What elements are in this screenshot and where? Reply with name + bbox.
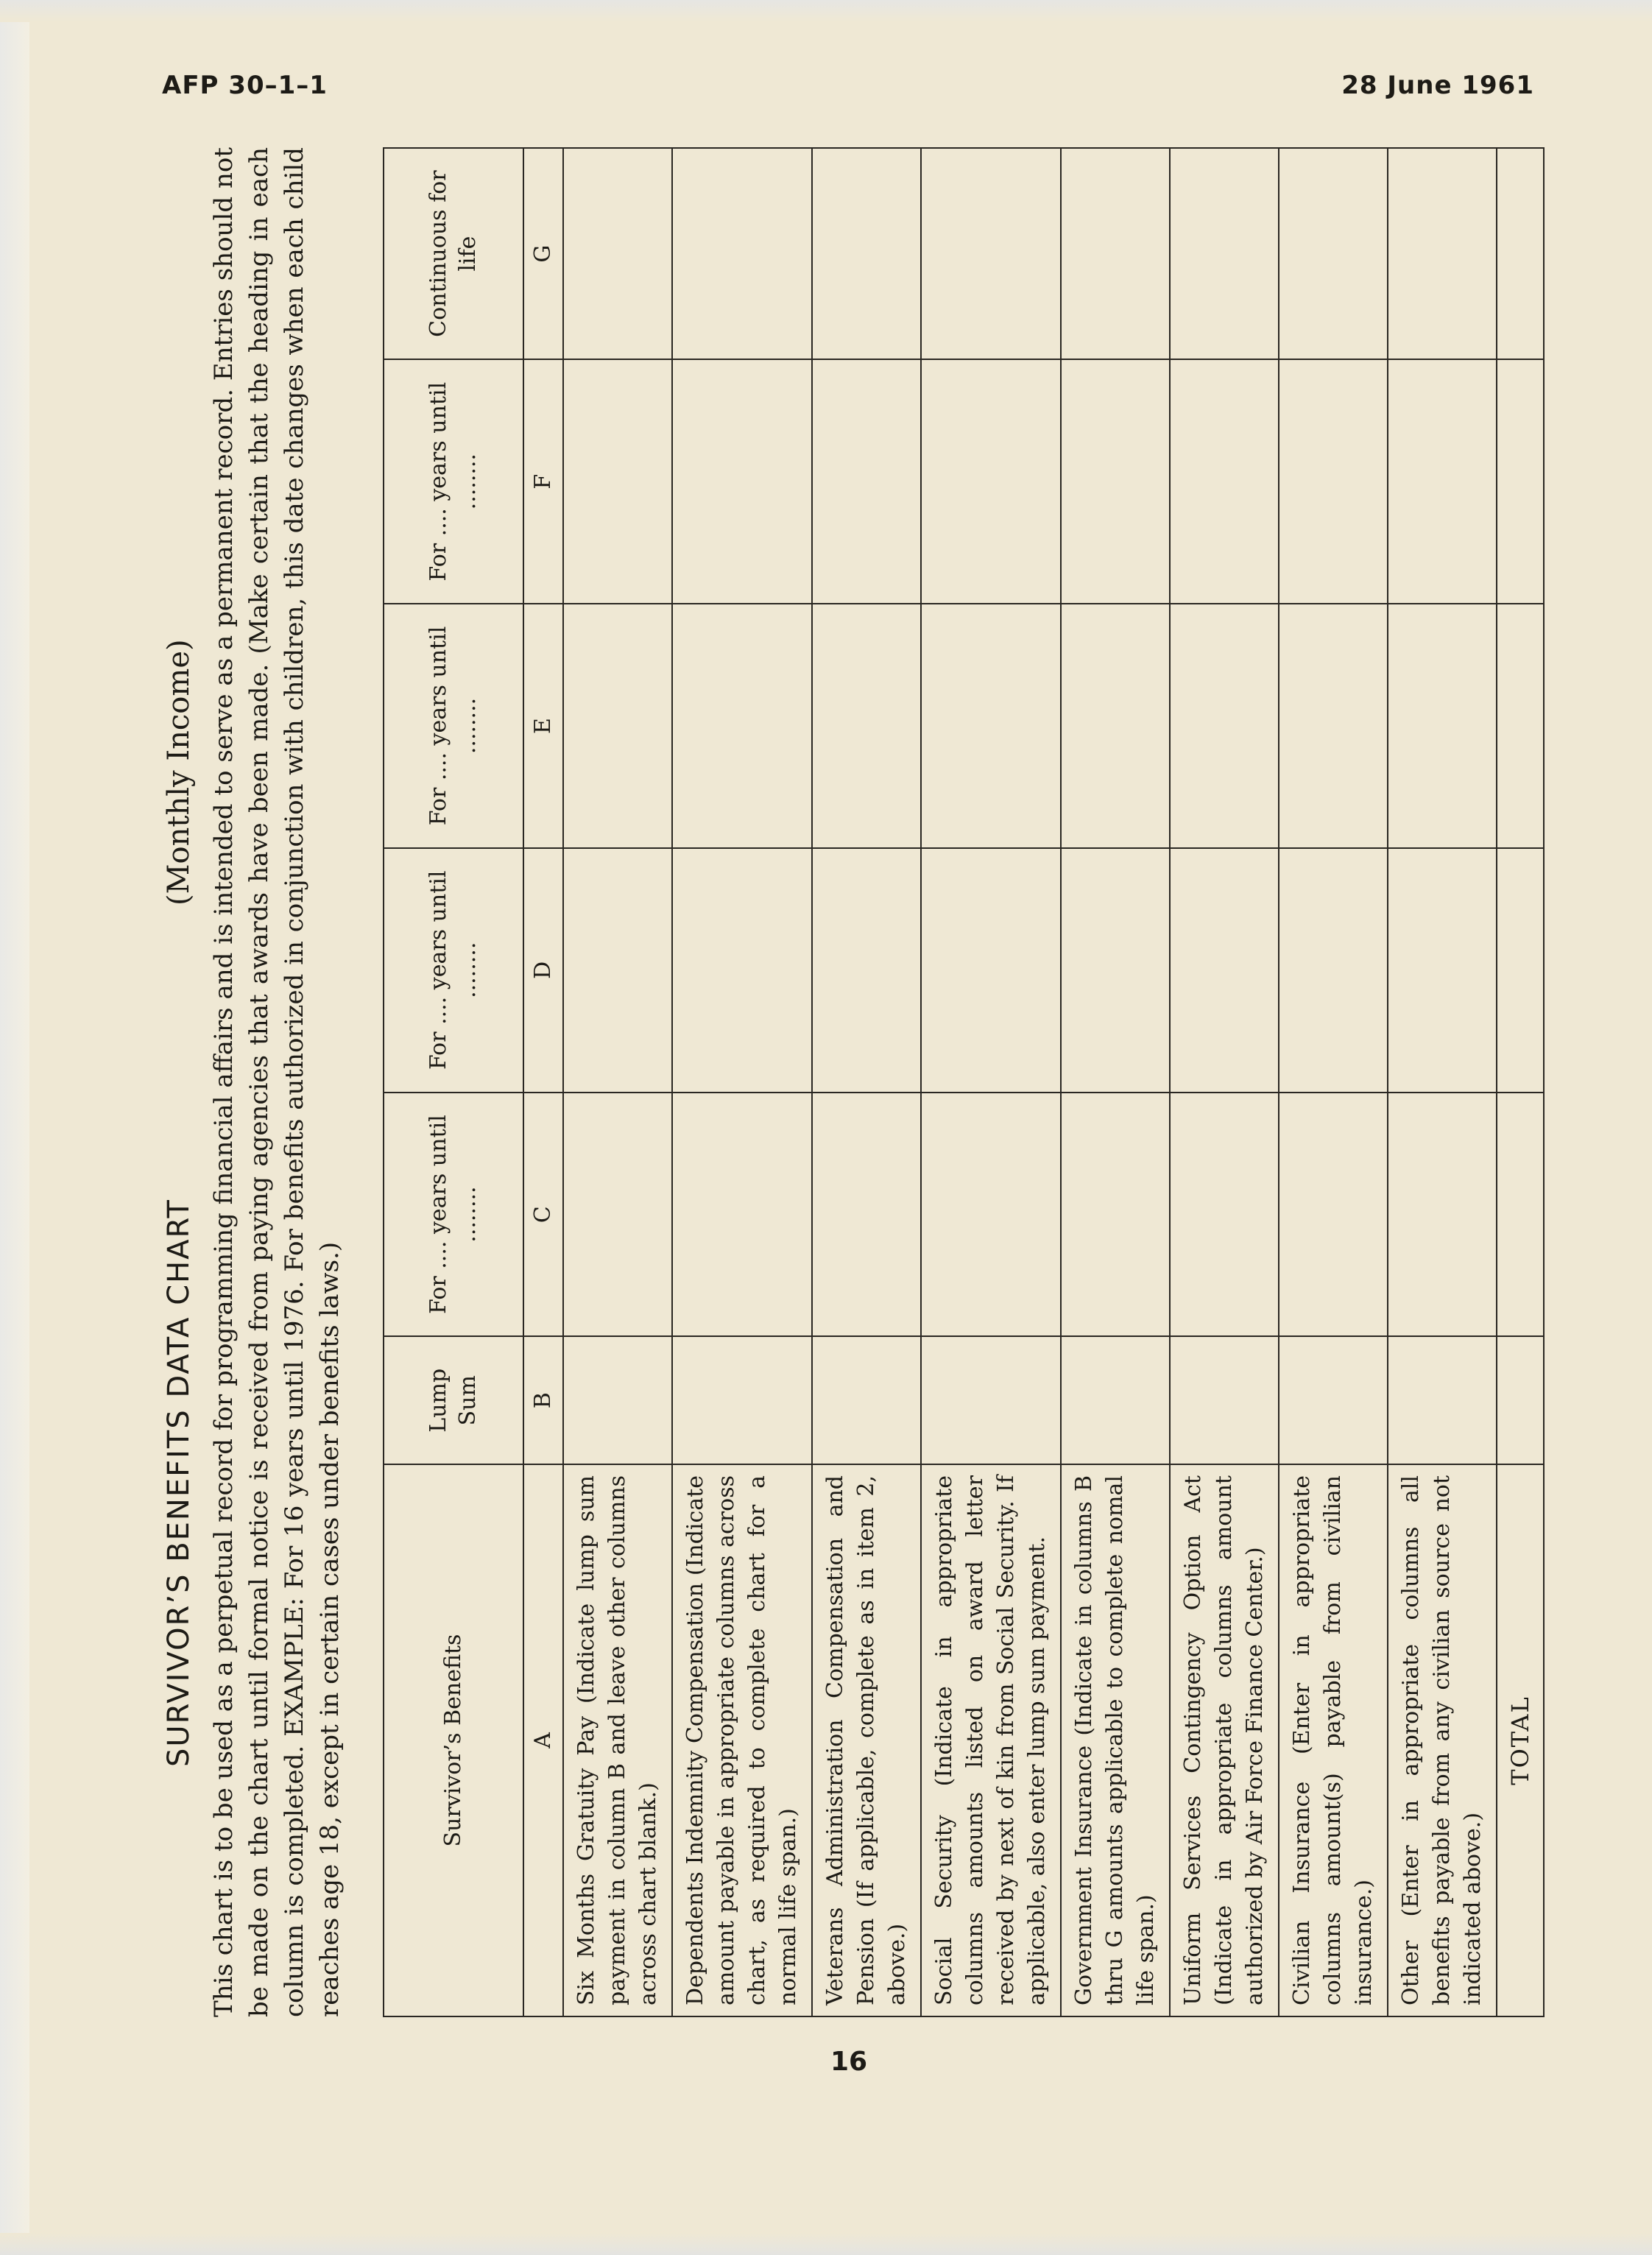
column-letter-f: F bbox=[523, 359, 563, 604]
page-number: 16 bbox=[830, 2047, 868, 2077]
column-heading-d: For .... years until ........ bbox=[384, 848, 523, 1093]
table-cell[interactable] bbox=[1279, 1336, 1388, 1464]
benefits-table bbox=[383, 147, 1545, 2017]
column-headings bbox=[384, 148, 523, 2016]
column-letter-c: C bbox=[523, 1093, 563, 1337]
row-label-civilian-insurance: Civilian Insurance (Enter in appropriate columns amount(s) payable from civilian insurance.) bbox=[1279, 1464, 1388, 2016]
table-cell[interactable] bbox=[921, 604, 1061, 848]
table-cell[interactable] bbox=[1061, 148, 1170, 359]
total-cell[interactable] bbox=[1497, 848, 1544, 1093]
table-cell[interactable] bbox=[812, 1093, 921, 1337]
table-cell[interactable] bbox=[1279, 359, 1388, 604]
table-cell[interactable] bbox=[1061, 1336, 1170, 1464]
table-cell[interactable] bbox=[563, 1336, 672, 1464]
chart-title-sub: (Monthly Income) bbox=[162, 639, 196, 906]
chart-title bbox=[162, 147, 203, 2017]
table-cell[interactable] bbox=[921, 1093, 1061, 1337]
table-cell[interactable] bbox=[921, 848, 1061, 1093]
chart-title-main: SURVIVOR’S BENEFITS DATA CHART bbox=[162, 1199, 196, 1767]
total-cell[interactable] bbox=[1497, 604, 1544, 848]
total-label: TOTAL bbox=[1497, 1464, 1544, 2016]
table-cell[interactable] bbox=[1170, 604, 1279, 848]
total-cell[interactable] bbox=[1497, 1336, 1544, 1464]
table-row bbox=[1279, 148, 1388, 2016]
column-heading-b: Lump Sum bbox=[384, 1336, 523, 1464]
table-cell[interactable] bbox=[812, 1336, 921, 1464]
chart-instructions: This chart is to be used as a perpetual record for programming financial affairs and is intended to serve as a permanent record. Entries should not be made on the chart until formal notice is received from paying agencies that awards have been made. (Make certain that the heading in each column is completed. EXAMPLE: For 16 years until 1976. For benefits authorized in conjunction with children, this date changes when each child reaches age 18, except in certain cases under benefits laws.) bbox=[209, 147, 345, 2017]
column-heading-g: Continuous for life bbox=[384, 148, 523, 359]
column-heading-e: For .... years until ........ bbox=[384, 604, 523, 848]
table-cell[interactable] bbox=[1061, 604, 1170, 848]
row-label-social-security: Social Security (Indicate in appropriate columns amounts listed on award letter received by next of kin from Social Security. If applicable, also enter lump sum payment. bbox=[921, 1464, 1061, 2016]
table-cell[interactable] bbox=[1388, 1093, 1497, 1337]
table-cell[interactable] bbox=[1061, 1093, 1170, 1337]
table-cell[interactable] bbox=[812, 848, 921, 1093]
table-cell[interactable] bbox=[672, 1093, 812, 1337]
table-cell[interactable] bbox=[1170, 359, 1279, 604]
table-cell[interactable] bbox=[672, 359, 812, 604]
page-edge bbox=[0, 0, 29, 2255]
column-letter-g: G bbox=[523, 148, 563, 359]
table-cell[interactable] bbox=[1388, 1336, 1497, 1464]
table-cell[interactable] bbox=[1279, 604, 1388, 848]
table-cell[interactable] bbox=[1388, 148, 1497, 359]
table-cell[interactable] bbox=[563, 1093, 672, 1337]
table-cell[interactable] bbox=[1279, 1093, 1388, 1337]
table-row bbox=[1170, 148, 1279, 2016]
table-cell[interactable] bbox=[1170, 1093, 1279, 1337]
table-cell[interactable] bbox=[563, 604, 672, 848]
column-letter-a: A bbox=[523, 1464, 563, 2016]
table-row bbox=[563, 148, 672, 2016]
row-label-uniform-services-option: Uniform Services Contingency Option Act (Indicate in appropriate columns amount authorized by Air Force Finance Center.) bbox=[1170, 1464, 1279, 2016]
table-cell[interactable] bbox=[812, 148, 921, 359]
row-label-veterans-administration: Veterans Administration Compensation and Pension (If applicable, complete as in item 2, above.) bbox=[812, 1464, 921, 2016]
table-cell[interactable] bbox=[1388, 848, 1497, 1093]
document-id: AFP 30–1–1 bbox=[162, 71, 328, 100]
table-cell[interactable] bbox=[563, 848, 672, 1093]
column-letters bbox=[523, 148, 563, 2016]
table-row bbox=[1061, 148, 1170, 2016]
page-edge-bottom bbox=[0, 2233, 1652, 2255]
table-cell[interactable] bbox=[1170, 1336, 1279, 1464]
table-cell[interactable] bbox=[1061, 848, 1170, 1093]
total-row bbox=[1497, 148, 1544, 2016]
row-label-six-months-gratuity: Six Months Gratuity Pay (Indicate lump sum payment in column B and leave other columns across chart blank.) bbox=[563, 1464, 672, 2016]
table-cell[interactable] bbox=[921, 359, 1061, 604]
column-heading-c: For .... years until ........ bbox=[384, 1093, 523, 1337]
row-label-other: Other (Enter in appropriate columns all benefits payable from any civilian source not indicated above.) bbox=[1388, 1464, 1497, 2016]
document-date: 28 June 1961 bbox=[1341, 71, 1534, 100]
column-letter-e: E bbox=[523, 604, 563, 848]
column-heading-a: Survivor’s Benefits bbox=[384, 1464, 523, 2016]
table-cell[interactable] bbox=[1061, 359, 1170, 604]
total-cell[interactable] bbox=[1497, 148, 1544, 359]
table-cell[interactable] bbox=[1279, 848, 1388, 1093]
column-heading-f: For .... years until ........ bbox=[384, 359, 523, 604]
table-row bbox=[1388, 148, 1497, 2016]
table-cell[interactable] bbox=[1170, 148, 1279, 359]
table-cell[interactable] bbox=[672, 604, 812, 848]
column-letter-b: B bbox=[523, 1336, 563, 1464]
table-cell[interactable] bbox=[1388, 359, 1497, 604]
table-cell[interactable] bbox=[672, 1336, 812, 1464]
table-cell[interactable] bbox=[812, 604, 921, 848]
table-cell[interactable] bbox=[672, 848, 812, 1093]
table-cell[interactable] bbox=[563, 148, 672, 359]
table-row bbox=[672, 148, 812, 2016]
table-cell[interactable] bbox=[672, 148, 812, 359]
table-cell[interactable] bbox=[921, 148, 1061, 359]
column-letter-d: D bbox=[523, 848, 563, 1093]
row-label-dependents-indemnity: Dependents Indemnity Compensation (Indicate amount payable in appropriate columns across chart, as required to complete chart for a normal life span.) bbox=[672, 1464, 812, 2016]
table-cell[interactable] bbox=[1170, 848, 1279, 1093]
table-cell[interactable] bbox=[1279, 148, 1388, 359]
page-edge-top bbox=[0, 0, 1652, 22]
table-cell[interactable] bbox=[921, 1336, 1061, 1464]
table-cell[interactable] bbox=[1388, 604, 1497, 848]
table-cell[interactable] bbox=[812, 359, 921, 604]
table-row bbox=[921, 148, 1061, 2016]
row-label-government-insurance: Government Insurance (Indicate in columns B thru G amounts applicable to complete nomal life span.) bbox=[1061, 1464, 1170, 2016]
rotated-chart bbox=[162, 147, 1534, 2017]
table-cell[interactable] bbox=[563, 359, 672, 604]
total-cell[interactable] bbox=[1497, 1093, 1544, 1337]
total-cell[interactable] bbox=[1497, 359, 1544, 604]
table-row bbox=[812, 148, 921, 2016]
